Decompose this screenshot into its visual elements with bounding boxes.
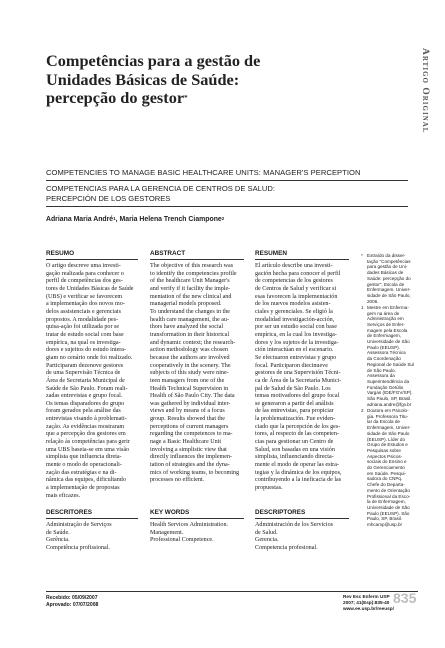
descriptores-section [255, 509, 349, 553]
footnote [361, 408, 417, 528]
text-line: transformation in their historical [150, 331, 230, 338]
text-line: Rev Esc Enferm USP [343, 594, 390, 599]
text-line: Universidade de São [367, 339, 410, 345]
text-line: Administração em [367, 316, 404, 322]
text-line: Salud, son basadas en una visión [255, 446, 335, 453]
text-line: directly influences the implemen- [150, 454, 233, 461]
text-line: foram gerados pela análise das [46, 408, 121, 415]
text-line: The objective of this research was [150, 263, 234, 269]
keywords-heading: KEY WORDS [150, 509, 244, 519]
text-line: em Saúde. Pesqui- [367, 470, 407, 476]
text-line: dades Básicas de [367, 270, 404, 276]
text-line: Gerência. [46, 537, 70, 544]
text-line: Universidade de São [367, 504, 410, 510]
text-line: perfil de competências dos ges- [46, 278, 123, 285]
page-number: 835 [393, 590, 417, 606]
text-line: sidade de São Paulo, [367, 292, 411, 298]
text-line: sidade de São Paulo [367, 430, 410, 436]
text-line: tores, al respecto de las competen- [255, 431, 339, 438]
received-date: Recebido: 05/09/2007 [46, 595, 98, 601]
text-line: gia. Professora Titu- [367, 413, 409, 419]
text-line: tores de Unidades Básicas de Saúde [46, 285, 134, 292]
text-line: de las entrevistas, para propiciar [255, 408, 334, 415]
resumen-section [255, 250, 349, 493]
text-line: quisa-ação foi utilizada por se [46, 324, 120, 331]
footnote-mark: 2 [361, 407, 364, 413]
text-line: de São Paulo. [367, 367, 396, 373]
text-line: sadora do CNPq. [367, 476, 403, 482]
text-line: Competencia profesional. [255, 544, 318, 551]
text-line: of the healthcare Unit Manager's [150, 278, 230, 285]
text-line: se generaron a partir del análisis [255, 400, 334, 407]
title-note-mark: * [184, 94, 188, 102]
text-line: gación hecha para conocer el perfil [255, 270, 341, 277]
resumo-text [46, 263, 138, 500]
keywords-heading: DESCRIPTORES [255, 509, 349, 519]
text-line: To understand the changes in the [150, 308, 230, 315]
text-line: ciado que la percepción de los ges- [255, 423, 341, 430]
text-line: Doutora em Psicolo- [367, 407, 409, 413]
text-line: cooperatively in the scenery. The [150, 362, 231, 369]
resumen-heading: RESUMEN [255, 250, 349, 260]
text-line: zação. As evidências mostraram [46, 423, 125, 430]
text-line: ción interactúan en el escenario. [255, 347, 334, 354]
text-line: zação das estratégias e na di- [46, 469, 117, 476]
footnote-text [367, 408, 417, 528]
text-line: simplista, influenciando directa- [255, 454, 334, 461]
text-line: Grupo de Estudos e [367, 442, 408, 448]
text-line: Administração de Serviços [46, 522, 112, 528]
text-line: teen managers from one of the [150, 377, 225, 384]
text-line: de uma Supervisão Técnica de [46, 370, 121, 377]
abstract-section [150, 250, 244, 485]
text-line: subjects of this study were nine- [150, 370, 229, 377]
text-line: because the authors are involved [150, 354, 230, 361]
text-line: lar da Escola de [367, 419, 400, 425]
text-line: focal. Participaron diecinueve [255, 362, 328, 369]
keywords-list [255, 522, 349, 553]
text-line: por ser un estudio social con base [255, 324, 337, 331]
text-line: de los nuevos modelos asisten- [255, 301, 331, 308]
text-line: mente el modo de operar las estra- [255, 462, 339, 469]
text-line: Serviços de Enfer- [367, 321, 405, 327]
text-line: Extraído da disser- [367, 253, 406, 258]
text-line: esas favorecen la implementación [255, 293, 338, 300]
text-line: cias para gestionar un Centro de [255, 439, 334, 446]
text-line: views and by means of a focus [150, 408, 225, 415]
title-line: percepção do gestor* [46, 88, 188, 107]
text-line: a implementação de propostas [46, 485, 120, 492]
text-line: da Coordenação [367, 356, 401, 362]
author-note-mark: 2 [221, 216, 225, 221]
text-line: magem pela Escola [367, 327, 408, 333]
text-line: gestores de una Supervisión Técni- [255, 370, 341, 377]
text-line: Vargas (IDE/FGV/SP). [367, 390, 413, 396]
resumen-text [255, 263, 349, 493]
text-line: contribuyendo a la ineficacia de las [255, 477, 342, 484]
text-line: Paulo, SP, Brasil. [367, 516, 403, 522]
text-line: managerial models proposed. [150, 301, 222, 308]
text-line: action methodology was chosen [150, 347, 229, 354]
text-line: El artículo describe una investi- [255, 263, 333, 269]
text-line: Saúde de São Paulo. Foram reali- [46, 385, 128, 392]
title-line: Unidades Básicas de Saúde: [46, 69, 240, 89]
text-line: Aspectos Psicos- [367, 453, 403, 459]
footnote [361, 305, 417, 408]
text-line: tratar de estudo social com base [46, 331, 124, 338]
keywords-list [150, 522, 244, 545]
text-line: Assessora da [367, 373, 395, 379]
text-line: Superintendência da [367, 378, 410, 384]
text-line: modalidad investigación-acción, [255, 316, 335, 323]
approved-date: Aprovado: 07/07/2008 [46, 601, 99, 608]
text-line: Health Services Administration. [150, 522, 229, 528]
text-line: sociais do Ensino e [367, 459, 407, 465]
text-line: Paulo (EEUSP). São [367, 510, 410, 516]
text-line: tegias y la dinámica de los equipos, [255, 469, 342, 476]
journal-citation [343, 594, 399, 612]
text-line: and dynamic context; the research- [150, 339, 236, 346]
abstract-text [150, 263, 244, 485]
text-line: Assessora Técnica [367, 350, 406, 356]
keywords-list [46, 522, 138, 553]
text-line: Os temas disparadores do grupo [46, 400, 125, 407]
text-line: Pesquisas sobre [367, 447, 401, 453]
text-line: Enfermagem, Univer- [367, 287, 411, 293]
text-line: Saúde: percepção do [367, 275, 411, 281]
title-spanish: COMPETENCIAS PARA LA GERENCIA DE CENTROS DE SALUD: PERCEPCIÓN DE LOS GESTORES [46, 184, 275, 203]
abstract-heading: ABSTRACT [150, 250, 244, 260]
text-line: Management. [150, 529, 184, 536]
text-line: dores e sujeitos do estudo intera- [46, 347, 127, 354]
text-line: de competencias de los gestores [255, 278, 333, 285]
text-line: O artigo descreve uma investi- [46, 263, 121, 269]
text-line: a implementação dos novos mo- [46, 301, 125, 308]
text-line: gestor", Escola de [367, 281, 405, 287]
text-line: involving a simplistic view that [150, 446, 227, 453]
text-line: Health Technical Supervision in [150, 385, 229, 392]
footer-divider [46, 591, 418, 592]
author-name: Adriana Maria André [46, 216, 114, 223]
text-line: Gerencia. [255, 537, 279, 544]
text-line: Paulo (EEUSP). [367, 344, 400, 350]
text-line: temas motivadores del grupo focal [255, 393, 340, 400]
text-line: nage a Basic Healthcare Unit [150, 439, 222, 446]
text-line: gem na área de [367, 310, 400, 316]
text-line: pal de Salud de São Paulo. Los [255, 385, 331, 392]
text-line: processes no efficient. [150, 477, 205, 484]
text-line: ca de Área de la Secretaría Munici- [255, 377, 342, 384]
text-line: mente o modo de operacionali- [46, 462, 122, 469]
text-line: simplista que influencia direta- [46, 454, 122, 461]
text-line: (EEUSP). Líder do [367, 436, 406, 442]
text-line: mhcamp@usp.br [367, 522, 403, 528]
text-line: regarding the competences to ma- [150, 431, 233, 438]
section-label: Artigo Original [420, 48, 430, 134]
text-line: ciales y gerenciales. Se eligió la [255, 308, 333, 315]
text-line: do Gerenciamento [367, 465, 405, 471]
text-line: Health of São Paulo City. The data [150, 393, 235, 400]
text-line: para gestão de Uni- [367, 264, 408, 270]
title-divider [46, 206, 408, 207]
text-line: empírica, na qual os investiga- [46, 339, 121, 346]
text-line: São Paulo, SP, Brasil. [367, 396, 412, 402]
text-line: thors have analyzed the social [150, 324, 224, 331]
text-line: mics of working teams, to becoming [150, 469, 240, 476]
text-line: delos assistenciais e gerenciais [46, 308, 121, 315]
text-line: www.ee.usp.br/reeusp/ [343, 606, 394, 611]
text-line: Regional de Saúde Sul [367, 361, 414, 367]
footnote-mark: * [361, 253, 363, 258]
text-line: to identify the competencies profile [150, 270, 237, 277]
submission-dates [46, 595, 98, 608]
text-line: que a percepção dos gestores em [46, 431, 126, 438]
text-line: uma UBS baseia-se em uma visão [46, 446, 130, 453]
resumo-section [46, 250, 138, 500]
text-line: Participaram dezenove gestores [46, 362, 124, 369]
footnote [361, 253, 417, 304]
text-line: dores y los sujetos de la investiga- [255, 339, 339, 346]
text-line: mentation of the new clinical and [150, 293, 232, 300]
text-line: entrevistas visando à problemati- [46, 416, 127, 423]
footnote-text [367, 305, 417, 408]
keywords-heading: DESCRITORES [46, 509, 138, 519]
text-line: Fundação Getúlio [367, 384, 404, 390]
text-line: tation of strategies and the dyna- [150, 462, 230, 469]
footnote-mark: 1 [361, 304, 364, 310]
text-line: de Saúde. [46, 529, 70, 536]
text-line: la problematización. Fue eviden- [255, 416, 336, 423]
text-line: Área de Secretaria Municipal de [46, 377, 125, 384]
text-line: health care management, the au- [150, 316, 230, 323]
text-line: tação "Competências [367, 258, 411, 264]
article-title [46, 52, 346, 108]
text-line: perceptions of current managers [150, 423, 229, 430]
text-line: mais eficazes. [46, 492, 81, 499]
text-line: group. Results showed that the [150, 416, 225, 423]
text-line: mento de Orientação [367, 487, 410, 493]
text-line: gação realizada para conhecer o [46, 270, 124, 277]
text-line: Mestre em Enferma- [367, 304, 409, 310]
text-line: Profissional da Esco- [367, 493, 411, 499]
author-separator: , [115, 216, 120, 223]
text-line: propostos. A modalidade pes- [46, 316, 119, 323]
text-line: de Enfermagem, [367, 333, 401, 339]
text-line: 2007; 41(Esp):835-40 [343, 600, 390, 605]
author-notes [361, 253, 417, 528]
footnote-text [367, 253, 417, 304]
author-list [46, 216, 224, 223]
text-line: relação às competências para gerir [46, 439, 130, 446]
text-line: giam no cenário onde foi realizado. [46, 354, 133, 361]
text-line: Professional Competence. [150, 537, 214, 544]
title-english: COMPETENCIES TO MANAGE BASIC HEALTHCARE UNITS: MANAGER'S PERCEPTION [46, 168, 361, 177]
text-line: Competência profissional. [46, 544, 110, 551]
title-divider [46, 180, 408, 181]
keywords-section [150, 509, 244, 545]
text-line: de Salud. [255, 529, 278, 536]
author-name: Maria Helena Trench Ciampone [119, 216, 222, 223]
text-line: nâmica das equipes, dificultando [46, 477, 126, 484]
title-line: Competências para a gestão de [46, 51, 261, 70]
text-line: Se efectuaron entrevistas y grupo [255, 354, 337, 361]
text-line: propuestas. [255, 485, 283, 492]
text-line: zadas entrevistas e grupo focal. [46, 393, 123, 400]
text-line: and verify if it facility the imple- [150, 285, 231, 292]
text-line: empírica, en la cual los investiga- [255, 331, 337, 338]
text-line: was gathered by individual inter- [150, 400, 231, 407]
resumo-heading: RESUMO [46, 250, 138, 260]
text-line: Chefe do Departa- [367, 482, 405, 488]
text-line: Enfermagem, Univer- [367, 425, 411, 431]
text-line: 2006. [367, 298, 379, 304]
text-line: la de Enfermagem, [367, 499, 406, 505]
text-line: de Centros de Salud y verificar si [255, 285, 337, 292]
descritores-section [46, 509, 138, 553]
text-line: adriana.andre@fgv.br [367, 401, 412, 407]
text-line: Administración de los Servicios [255, 522, 334, 528]
text-line: (UBS) e verificar se favorecem [46, 293, 123, 300]
author-note-mark: 1 [113, 216, 116, 221]
